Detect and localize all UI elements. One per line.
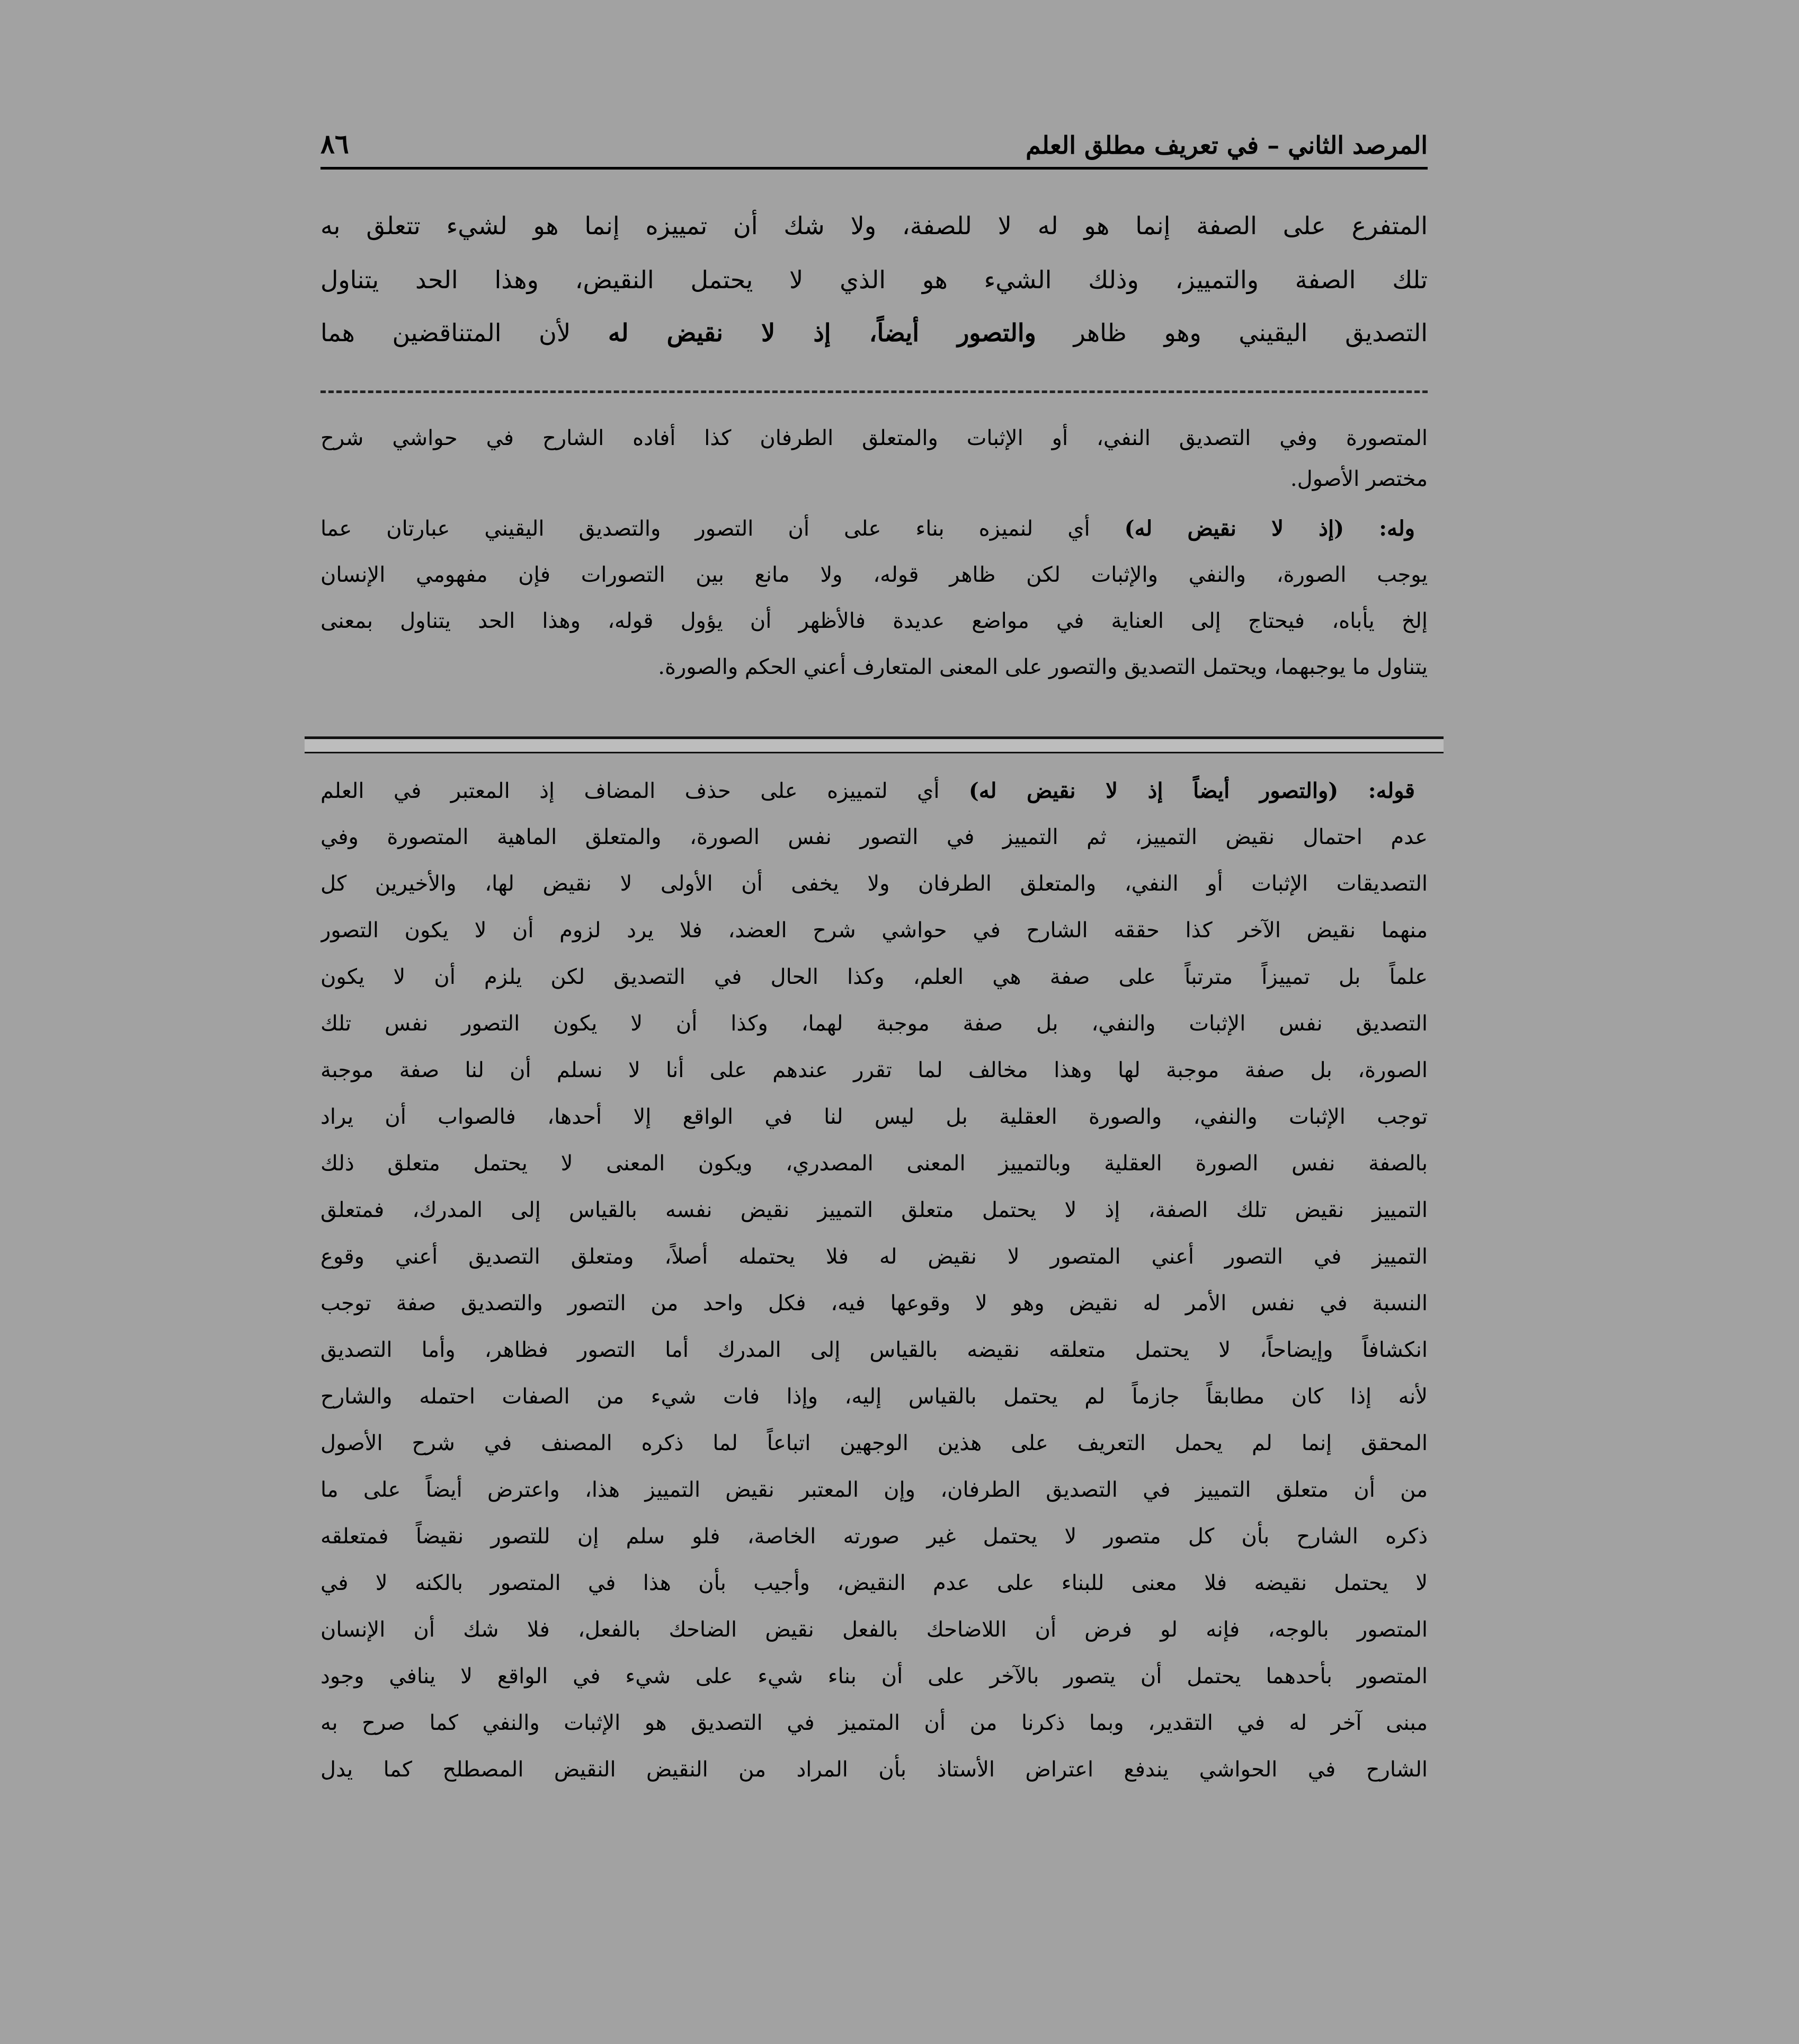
running-title: المرصد الثاني – في تعريف مطلق العلم [1026, 131, 1428, 159]
main-line-1: المتفرع على الصفة إنما هو له لا للصفة، ولا شك أن تمييزه إنما هو لشيء تتعلق به [320, 211, 1428, 240]
note1-line-2: مختصر الأصول. [1290, 467, 1428, 491]
book-page [320, 103, 1428, 2021]
note3-line: المتصور بالوجه، فإنه لو فرض أن اللاضاحك بالفعل نقيض الضاحك بالفعل، فلا شك أن الإنسان [320, 1618, 1428, 1642]
note3-line: لأنه إذا كان مطابقاً جازماً لم يحتمل بالقياس إليه، وإذا فات شيء من الصفات احتمله والشارح [320, 1384, 1428, 1409]
note3-line: انكشافاً وإيضاحاً، لا يحتمل متعلقه نقيضه بالقياس إلى المدرك أما التصور فظاهر، وأما التصديق [320, 1338, 1428, 1362]
note3-line: التمييز نقيض تلك الصفة، إذ لا يحتمل متعلق التمييز نقيض نفسه بالقياس إلى المدرك، فمتعلق [320, 1198, 1428, 1222]
note2-line-1-text: أي لنميزه بناء على أن التصور والتصديق اليقيني عبارتان عما [320, 517, 1125, 541]
note3-line: النسبة في نفس الأمر له نقيض وهو لا وقوعها فيه، فكل واحد من التصور والتصديق صفة توجب [320, 1291, 1428, 1316]
note3-line: عدم احتمال نقيض التمييز، ثم التمييز في التصور نفس الصورة، والمتعلق الماهية المتصورة وفي [320, 825, 1428, 849]
note2-line-4: يتناول ما يوجبهما، ويحتمل التصديق والتصور على المعنى المتعارف أعني الحكم والصورة. [658, 655, 1428, 679]
note2-line-3: إلخ يأباه، فيحتاج إلى العناية في مواضع عديدة فالأظهر أن يؤول قوله، وهذا الحد يتناول بمعنى [320, 609, 1428, 633]
footnote-separator [320, 390, 1428, 393]
note3-line: التمييز في التصور أعني المتصور لا نقيض له فلا يحتمله أصلاً، ومتعلق التصديق أعني وقوع [320, 1245, 1428, 1269]
note3-line-1-text: أي لتمييزه على حذف المضاف إذ المعتبر في العلم [320, 779, 969, 803]
note3-line: المتصور بأحدهما يحتمل أن يتصور بالآخر على أن بناء شيء على شيء في الواقع لا ينافي وجود [320, 1664, 1428, 1688]
main-line-3-part-a: التصديق اليقيني وهو ظاهر [1036, 318, 1428, 347]
note3-line: توجب الإثبات والنفي، والصورة العقلية بل ليس لنا في الواقع إلا أحدها، فالصواب أن يراد [320, 1105, 1428, 1129]
note2-lead: وله: (إذ لا نقيض له) [1124, 516, 1415, 541]
note3-line: علماً بل تمييزاً مترتباً على صفة هي العلم، وكذا الحال في التصديق لكن يلزم أن لا يكون [320, 965, 1428, 989]
note3-line: التصديق نفس الإثبات والنفي، بل صفة موجبة لهما، وكذا أن لا يكون التصور نفس تلك [320, 1011, 1428, 1036]
note3-line: ذكره الشارح بأن كل متصور لا يحتمل غير صورته الخاصة، فلو سلم إن للتصور نقيضاً فمتعلقه [320, 1524, 1428, 1549]
note3-line: المحقق إنما لم يحمل التعريف على هذين الوجهين اتباعاً لما ذكره المصنف في شرح الأصول [320, 1431, 1428, 1455]
page-number: ٨٦ [320, 128, 349, 159]
note3-line: منهما نقيض الآخر كذا حققه الشارح في حواشي شرح العضد، فلا يرد لزوم أن لا يكون التصور [320, 918, 1428, 943]
note3-line: التصديقات الإثبات أو النفي، والمتعلق الطرفان ولا يخفى أن الأولى لا نقيض لها، والأخيرين كل [320, 872, 1428, 896]
note3-lead: قوله: (والتصور أيضاً إذ لا نقيض له) [968, 778, 1415, 803]
main-line-3-part-c: لأن المتناقضين هما [320, 318, 608, 347]
main-line-3-bold: والتصور أيضاً، إذ لا نقيض له [608, 318, 1036, 347]
note3-line-1 [320, 768, 1428, 813]
note3-line: الشارح في الحواشي يندفع اعتراض الأستاذ بأن المراد من النقيض النقيض المصطلح كما يدل [320, 1757, 1428, 1782]
note2-line-2: يوجب الصورة، والنفي والإثبات لكن ظاهر قوله، ولا مانع بين التصورات فإن مفهومي الإنسان [320, 563, 1428, 587]
note3-line: الصورة، بل صفة موجبة لها وهذا مخالف لما تقرر عندهم على أنا لا نسلم أن لنا صفة موجبة [320, 1058, 1428, 1082]
page-header [320, 103, 1428, 170]
note3-line: من أن متعلق التمييز في التصديق الطرفان، وإن المعتبر نقيض التمييز هذا، واعترض أيضاً على ما [320, 1478, 1428, 1502]
main-line-2: تلك الصفة والتمييز، وذلك الشيء هو الذي لا يحتمل النقيض، وهذا الحد يتناول [320, 265, 1428, 294]
note3-line: لا يحتمل نقيضه فلا معنى للبناء على عدم النقيض، وأجيب بأن هذا في المتصور بالكنه لا في [320, 1571, 1428, 1595]
note3-line: بالصفة نفس الصورة العقلية وبالتمييز المعنى المصدري، ويكون المعنى لا يحتمل متعلق ذلك [320, 1151, 1428, 1176]
section-double-rule [305, 736, 1444, 753]
note2-line-1 [320, 506, 1428, 551]
note3-line: مبنى آخر له في التقدير، وبما ذكرنا من أن المتميز في التصديق هو الإثبات والنفي كما صرح به [320, 1711, 1428, 1735]
note1-line-1: المتصورة وفي التصديق النفي، أو الإثبات والمتعلق الطرفان كذا أفاده الشارح في حواشي شرح [320, 426, 1428, 450]
main-line-3 [320, 307, 1428, 358]
